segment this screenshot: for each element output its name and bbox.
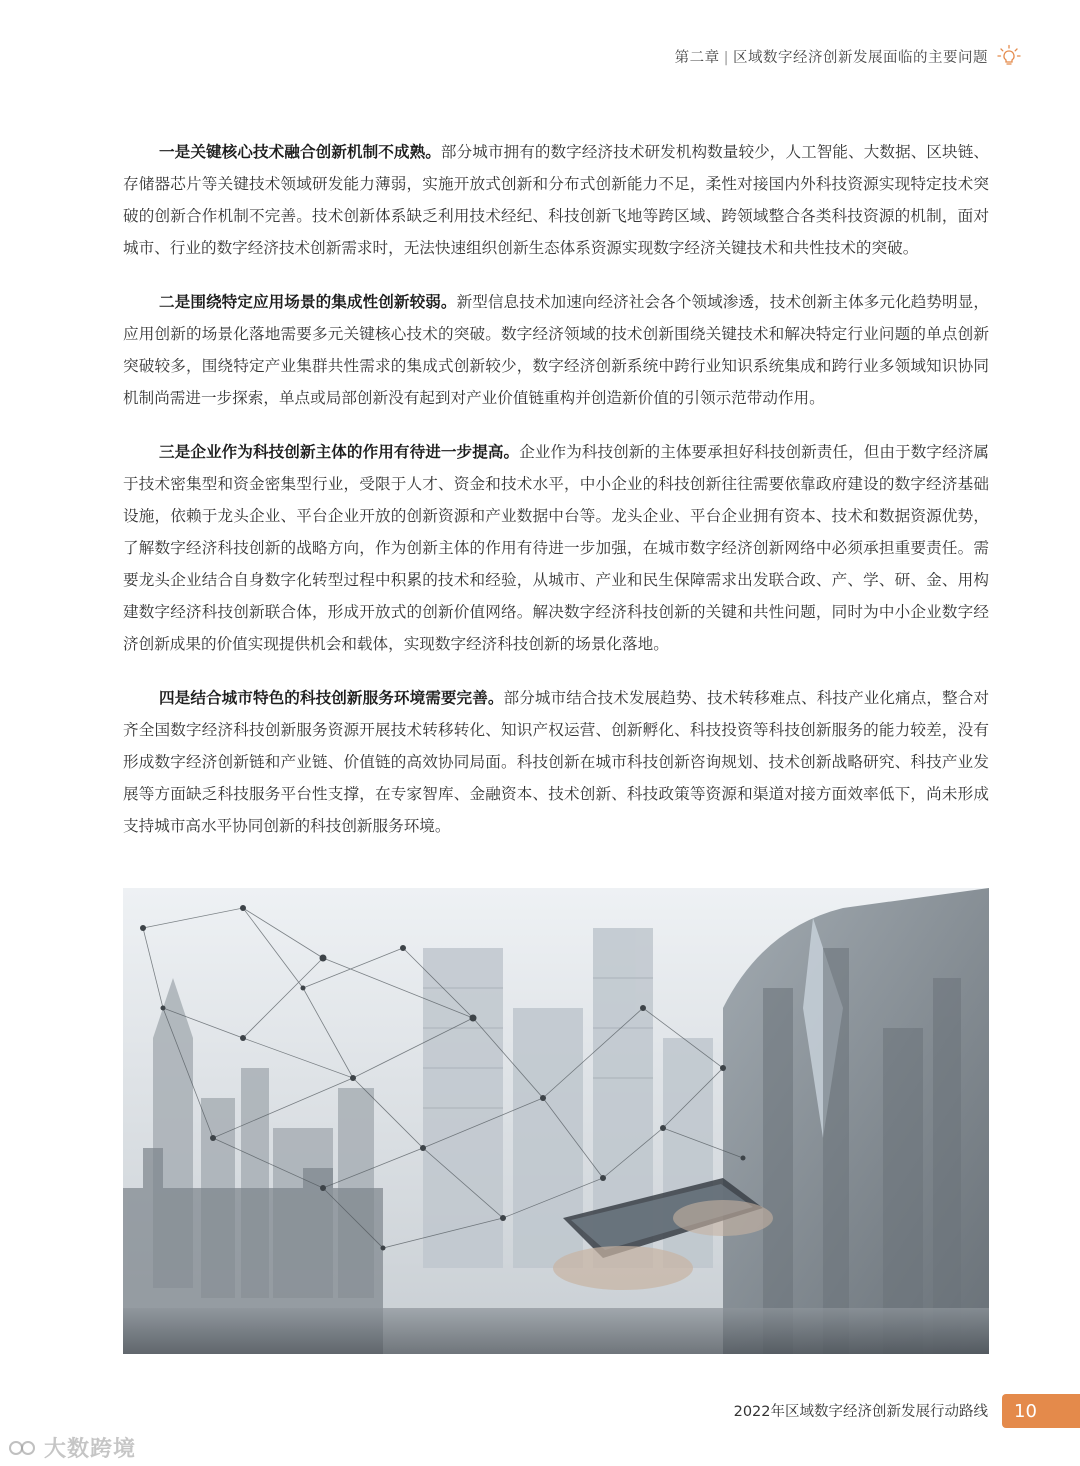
watermark — [8, 1432, 136, 1463]
paragraph-1-body: 部分城市拥有的数字经济技术研发机构数量较少，人工智能、大数据、区块链、存储器芯片等关键技术领域研发能力薄弱，实施开放式创新和分布式创新能力不足，柔性对接国内外科技资源实现特定技术突破的创新合作机制不完善。技术创新体系缺乏利用技术经纪、科技创新飞地等跨区域、跨领域整合各类科技资源的机制，面对城市、行业的数字经济技术创新需求时，无法快速组织创新生态体系资源实现数字经济关键技术和共性技术的突破。 — [123, 143, 989, 257]
watermark-text: 大数跨境 — [44, 1437, 137, 1462]
paragraph-3-body: 企业作为科技创新的主体要承担好科技创新责任，但由于数字经济属于技术密集型和资金密集型行业，受限于人才、资金和技术水平，中小企业的科技创新往往需要依靠政府建设的数字经济基础设施，依赖于龙头企业、平台企业开放的创新资源和产业数据中台等。龙头企业、平台企业拥有资本、技术和数据资源优势，了解数字经济科技创新的战略方向，作为创新主体的作用有待进一步加强，在城市数字经济创新网络中必须承担重要责任。需要龙头企业结合自身数字化转型过程中积累的技术和经验，从城市、产业和民生保障需求出发联合政、产、学、研、金、用构建数字经济科技创新联合体，形成开放式的创新价值网络。解决数字经济科技创新的关键和共性问题，同时为中小企业数字经济创新成果的价值实现提供机会和载体，实现数字经济科技创新的场景化落地。 — [123, 443, 989, 653]
paragraph-4-body: 部分城市结合技术发展趋势、技术转移难点、科技产业化痛点，整合对齐全国数字经济科技创新服务资源开展技术转移转化、知识产权运营、创新孵化、科技投资等科技创新服务的能力较差，没有形成数字经济创新链和产业链、价值链的高效协同局面。科技创新在城市科技创新咨询规划、技术创新战略研究、科技产业发展等方面缺乏科技服务平台性支撑，在专家智库、金融资本、技术创新、科技政策等资源和渠道对接方面效率低下，尚未形成支持城市高水平协同创新的科技创新服务环境。 — [123, 689, 989, 835]
paragraph-4-lead: 四是结合城市特色的科技创新服务环境需要完善。 — [159, 689, 504, 707]
paragraph-4 — [123, 682, 989, 842]
paragraph-3-lead: 三是企业作为科技创新主体的作用有待进一步提高。 — [159, 443, 520, 461]
section-title: 区域数字经济创新发展面临的主要问题 — [733, 50, 988, 66]
paragraph-2-lead: 二是围绕特定应用场景的集成性创新较弱。 — [159, 293, 457, 311]
paragraph-2-body: 新型信息技术加速向经济社会各个领域渗透，技术创新主体多元化趋势明显，应用创新的场景化落地需要多元关键核心技术的突破。数字经济领域的技术创新围绕关键技术和解决特定行业问题的单点创新突破较多，围绕特定产业集群共性需求的集成式创新较少，数字经济创新系统中跨行业知识系统集成和跨行业多领域知识协同机制尚需进一步探索，单点或局部创新没有起到对产业价值链重构并创造新价值的引领示范带动作用。 — [123, 293, 989, 407]
chapter-label: 第二章 — [674, 50, 720, 66]
paragraph-1 — [123, 136, 989, 264]
main-text — [123, 136, 989, 864]
running-header — [675, 46, 988, 67]
page-number: 10 — [1002, 1394, 1080, 1428]
paragraph-3 — [123, 436, 989, 660]
lightbulb-icon — [996, 44, 1022, 70]
footer-title: 2022年区域数字经济创新发展行动路线 — [733, 1404, 988, 1420]
header-separator: | — [723, 50, 729, 66]
paragraph-1-lead: 一是关键核心技术融合创新机制不成熟。 — [159, 143, 441, 161]
illustration-image — [123, 888, 989, 1354]
watermark-logo-icon — [8, 1438, 38, 1458]
business-city-network-illustration — [123, 888, 989, 1354]
paragraph-2 — [123, 286, 989, 414]
